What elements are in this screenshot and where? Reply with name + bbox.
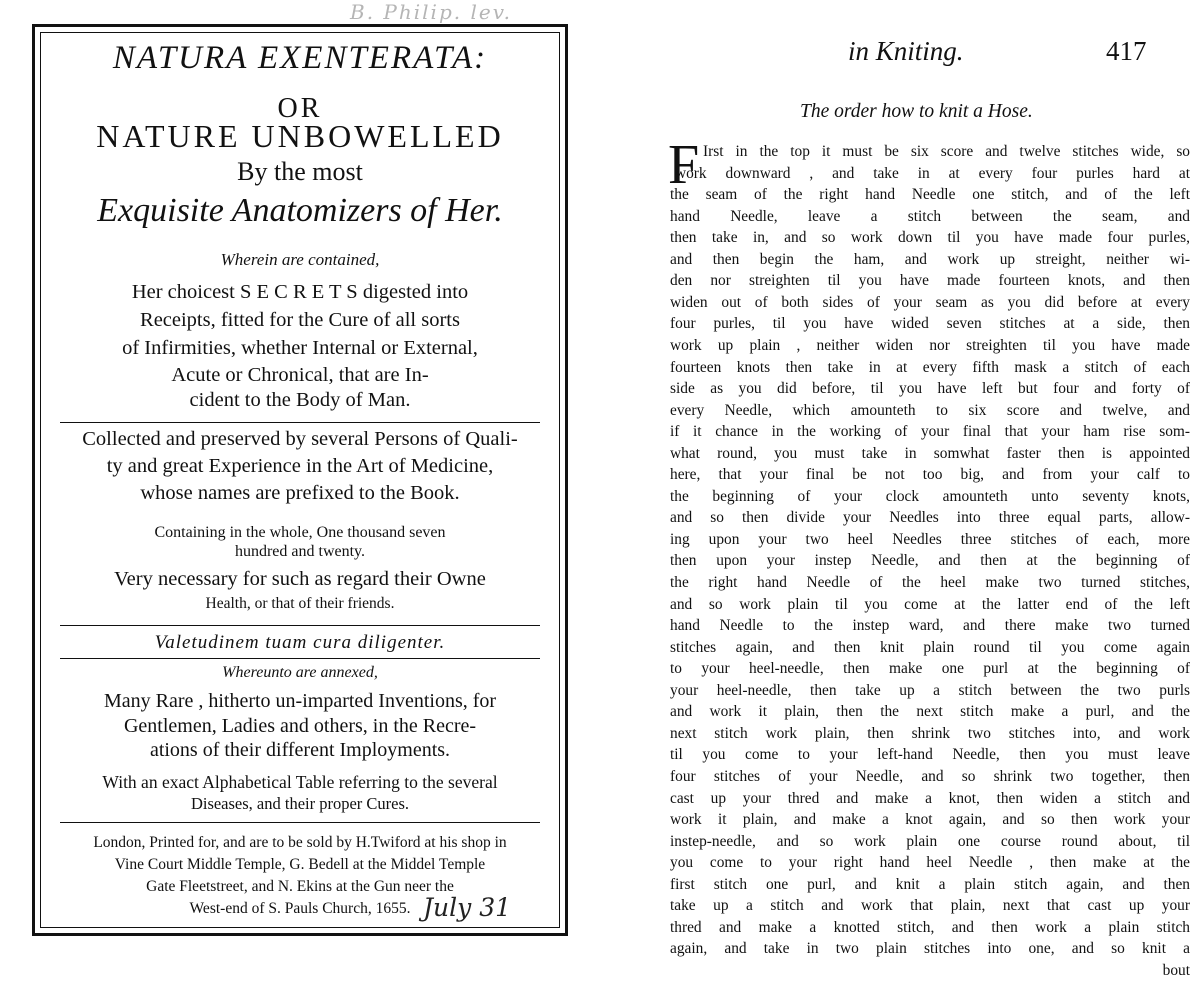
body-line: again, and take in two plain stitches into one, and so knit a (670, 940, 1190, 957)
by-the-most: By the most (237, 157, 363, 186)
page-number: 417 (1106, 36, 1147, 66)
body-line: til you come to your left-hand Needle, then you must leave (670, 746, 1190, 763)
body-line: the right hand Needle of the heel make two turned stitches, (670, 574, 1190, 591)
exact-table-line: Diseases, and their proper Cures. (190, 794, 410, 813)
latin-motto: Valetudinem tuam cura diligenter. (154, 632, 446, 653)
imprint-line: West-end of S. Pauls Church, 1655. (189, 900, 411, 917)
body-line: here, that your final be not too big, and from your calf to (670, 466, 1190, 483)
imprint-line: London, Printed for, and are to be sold by H.Twiford at his shop in (93, 834, 507, 851)
text-page (600, 0, 1200, 979)
body-line: the beginning of your clock amounteth unto seventy knots, (670, 488, 1190, 505)
whereunto-annexed: Whereunto are annexed, (222, 664, 378, 681)
many-rare-line: Gentlemen, Ladies and others, in the Recre- (123, 715, 477, 737)
imprint-line: Gate Fleetstreet, and N. Ekins at the Gun neer the (146, 878, 454, 895)
body-line: and so then divide your Needles into three equal parts, allow- (670, 509, 1190, 526)
choicest-line: cident to the Body of Man. (189, 389, 411, 411)
body-line: instep-needle, and so work plain one course round about, til (670, 833, 1190, 850)
body-line: to your heel-needle, then make one purl at the beginning of (670, 660, 1190, 677)
body-line: then take in, and so work down til you have made four purles, (670, 229, 1190, 246)
body-line: every Needle, which amounteth to six score and twelve, and (670, 402, 1190, 419)
body-line: then upon your instep Needle, and then at the beginning of (670, 552, 1190, 569)
body-line: first stitch one purl, and knit a plain stitch again, and then (670, 876, 1190, 893)
body-line: side as you did before, til you have left but four and forty of (670, 380, 1190, 397)
section-heading: The order how to knit a Hose. (800, 101, 1033, 122)
choicest-line: Receipts, fitted for the Cure of all sorts (140, 309, 460, 331)
body-line: and so work plain til you come at the latter end of the left (670, 596, 1190, 613)
body-line: take up a stitch and work that plain, next that cast up your (670, 897, 1190, 914)
exquisite-anatomizers: Exquisite Anatomizers of Her. (97, 192, 503, 229)
body-line: widen out of both sides of your seam as you did before at every (670, 294, 1190, 311)
body-line: hand Needle, leave a stitch between the seam, and (670, 208, 1190, 225)
imprint-line: Vine Court Middle Temple, G. Bedell at the Middel Temple (114, 856, 486, 873)
body-line: Irst in the top it must be six score and twelve stitches wide, so (703, 143, 1190, 160)
body-line: what round, you must take in somwhat faster then is appointed (670, 445, 1190, 462)
choicest-line: Acute or Chronical, that are In- (171, 364, 429, 386)
body-line: stitches again, and then knit plain round til you come again (670, 639, 1190, 656)
title-page (0, 0, 600, 969)
body-line: your heel-needle, then take up a stitch between the two purls (670, 682, 1190, 699)
running-head: in Kniting. (848, 36, 964, 66)
body-line: ing upon your two heel Needles three stitches of each, more (670, 531, 1190, 548)
body-line: and then begin the ham, and work up streight, neither wi- (670, 251, 1190, 268)
body-line: hand Needle to the instep ward, and there make two turned (670, 617, 1190, 634)
collected-line: ty and great Experience in the Art of Medicine, (106, 455, 494, 477)
body-line: work downward , and take in at every four purles hard at (675, 165, 1190, 182)
body-line: four purles, til you have wided seven stitches at a side, then (670, 315, 1190, 332)
very-necessary-line: Health, or that of their friends. (205, 595, 395, 612)
body-line: cast up your thred and make a knot, then widen a stitch and (670, 790, 1190, 807)
very-necessary-line: Very necessary for such as regard their Owne (114, 568, 486, 590)
exact-table-line: With an exact Alphabetical Table referring to the several (102, 772, 498, 792)
body-line: work up plain , neither widen nor streighten til you have made (670, 337, 1190, 354)
body-line: thred and make a knotted stitch, and then work a plain stitch (670, 919, 1190, 936)
wherein-contained: Wherein are contained, (220, 250, 380, 269)
many-rare-line: ations of their different Imployments. (149, 739, 451, 761)
choicest-line: Her choicest S E C R E T S digested into (131, 281, 469, 303)
handwritten-date: July 31 (423, 893, 512, 922)
collected-line: whose names are prefixed to the Book. (140, 482, 460, 504)
body-line: and work it plain, then the next stitch make a purl, and the (670, 703, 1190, 720)
containing-line: Containing in the whole, One thousand seven (154, 524, 446, 541)
collected-line: Collected and preserved by several Persons of Quali- (82, 428, 518, 450)
book-subtitle: NATURE UNBOWELLED (96, 118, 504, 154)
body-line: bout (1162, 962, 1190, 979)
book-title: NATURA EXENTERATA: (112, 40, 488, 76)
divider-rule (60, 625, 540, 626)
handwritten-annotation-top: B. Philip. lev. (350, 0, 512, 24)
body-line: work it plain, and make a knot again, and so then work your (670, 811, 1190, 828)
choicest-line: of Infirmities, whether Internal or External, (122, 337, 478, 359)
containing-line: hundred and twenty. (234, 543, 366, 560)
many-rare-line: Many Rare , hitherto un-imparted Inventions, for (103, 690, 497, 712)
body-line: den nor streighten til you have made fourteen knots, and then (670, 272, 1190, 289)
drop-cap: F (668, 134, 700, 196)
divider-rule (60, 822, 540, 823)
body-line: you come to your right hand heel Needle , then make at the (670, 854, 1190, 871)
body-line: next stitch work plain, then shrink two stitches into, and work (670, 725, 1190, 742)
body-line: if it chance in the working of your final that your ham rise som- (670, 423, 1190, 440)
title-or: OR (277, 93, 323, 124)
body-line: fourteen knots then take in at every fifth mask a stitch of each (670, 359, 1190, 376)
body-line: the seam of the right hand Needle one stitch, and of the left (670, 186, 1190, 203)
divider-rule (60, 658, 540, 659)
divider-rule (60, 422, 540, 423)
body-line: four stitches of your Needle, and so shrink two together, then (670, 768, 1190, 785)
